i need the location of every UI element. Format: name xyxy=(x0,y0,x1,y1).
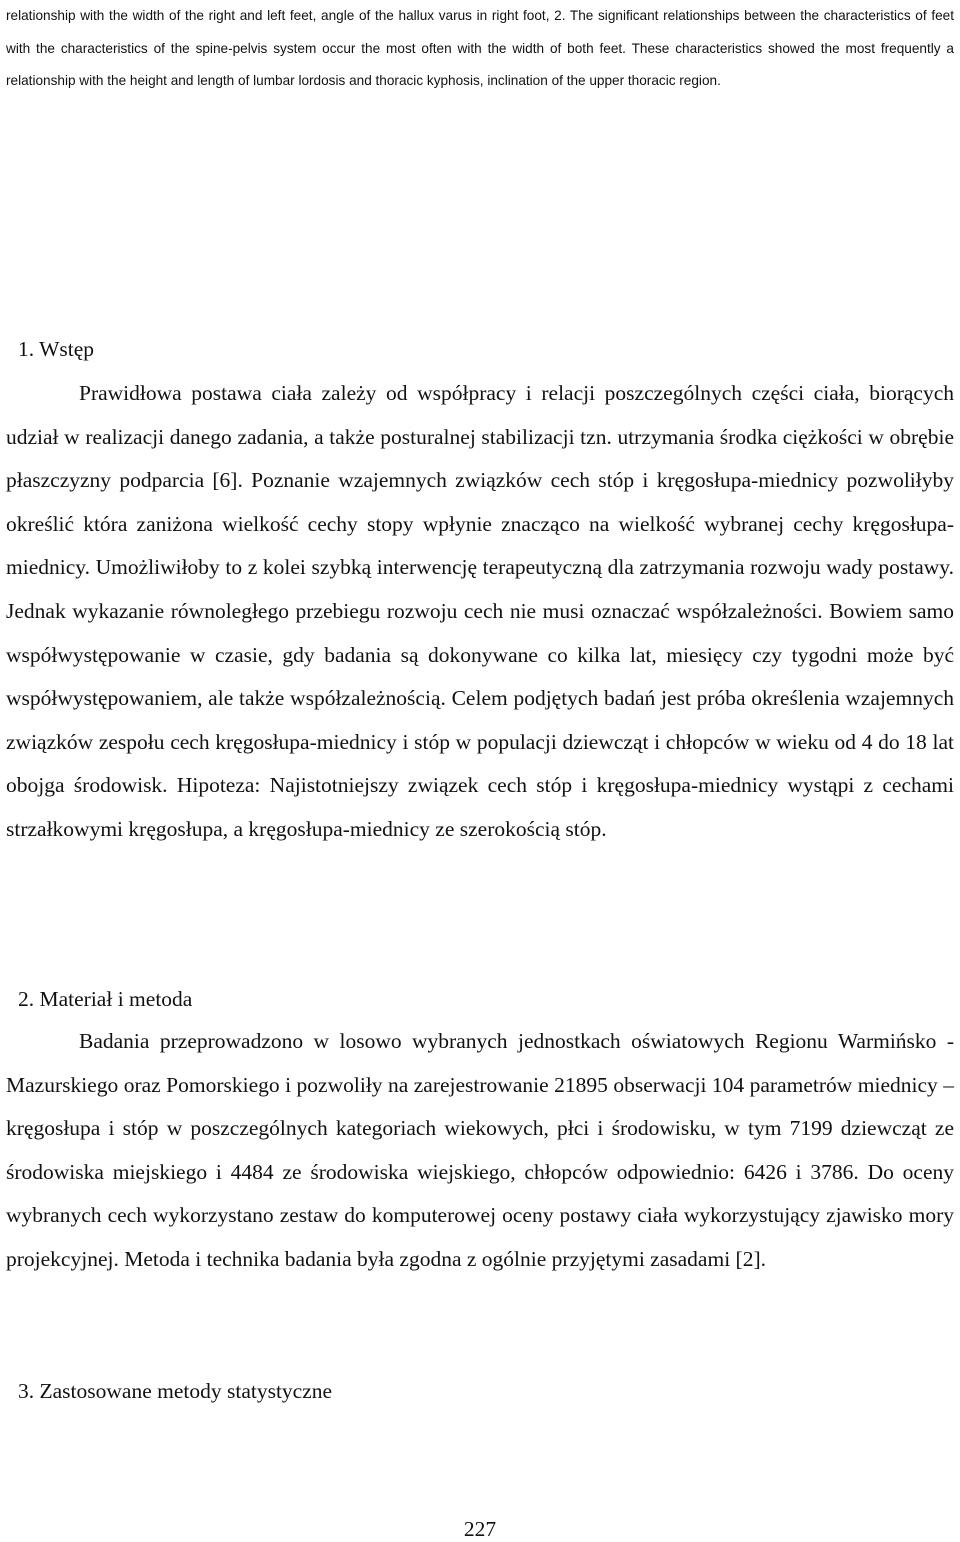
section-heading-introduction: 1. Wstęp xyxy=(18,337,95,361)
introduction-paragraph: Prawidłowa postawa ciała zależy od współpracy i relacji poszczególnych części ciała, biorących udział w realizacji danego zadania, a także posturalnej stabilizacji tzn. utrzymania środka ciężkości w obrębie płaszczyzny podparcia [6]. Poznanie wzajemnych związków cech stóp i kręgosłupa-miednicy pozwoliłyby określić która zaniżona wielkość cechy stopy wpłynie znacząco na wielkość wybranej cechy kręgosłupa-miednicy. Umożliwiłoby to z kolei szybką interwencję terapeutyczną dla zatrzymania rozwoju wady postawy. Jednak wykazanie równoległego przebiegu rozwoju cech nie musi oznaczać współzależności. Bowiem samo współwystępowanie w czasie, gdy badania są dokonywane co kilka lat, miesięcy czy tygodni może być współwystępowaniem, ale także współzależnością. Celem podjętych badań jest próba określenia wzajemnych związków zespołu cech kręgosłupa-miednicy i stóp w populacji dziewcząt i chłopców w wieku od 4 do 18 lat obojga środowisk. Hipoteza: Najistotniejszy związek cech stóp i kręgosłupa-miednicy wystąpi z cechami strzałkowymi kręgosłupa, a kręgosłupa-miednicy ze szerokością stóp. xyxy=(6,381,954,841)
page-number: 227 xyxy=(463,1517,497,1541)
abstract-continuation: relationship with the width of the right and left feet, angle of the hallux varus in right foot, 2. The significant relationships between the characteristics of feet with the characteristics of the spine-pelvis system occur the most often with the width of both feet. These characteristics showed the most frequently a relationship with the height and length of lumbar lordosis and thoracic kyphosis, inclination of the upper thoracic region. xyxy=(6,8,954,88)
material-and-method-paragraph: Badania przeprowadzono w losowo wybranych jednostkach oświatowych Regionu Warmińsko - Mazurskiego oraz Pomorskiego i pozwoliły na zarejestrowanie 21895 obserwacji 104 parametrów miednicy – kręgosłupa i stóp w poszczególnych kategoriach wiekowych, płci i środowisku, w tym 7199 dziewcząt ze środowiska miejskiego i 4484 ze środowiska wiejskiego, chłopców odpowiednio: 6426 i 3786. Do oceny wybranych cech wykorzystano zestaw do komputerowej oceny postawy ciała wykorzystujący zjawisko mory projekcyjnej. Metoda i technika badania była zgodna z ogólnie przyjętymi zasadami [2]. xyxy=(6,1029,954,1271)
section-heading-statistical-methods: 3. Zastosowane metody statystyczne xyxy=(18,1379,333,1403)
section-heading-material-and-method: 2. Materiał i metoda xyxy=(18,987,193,1011)
